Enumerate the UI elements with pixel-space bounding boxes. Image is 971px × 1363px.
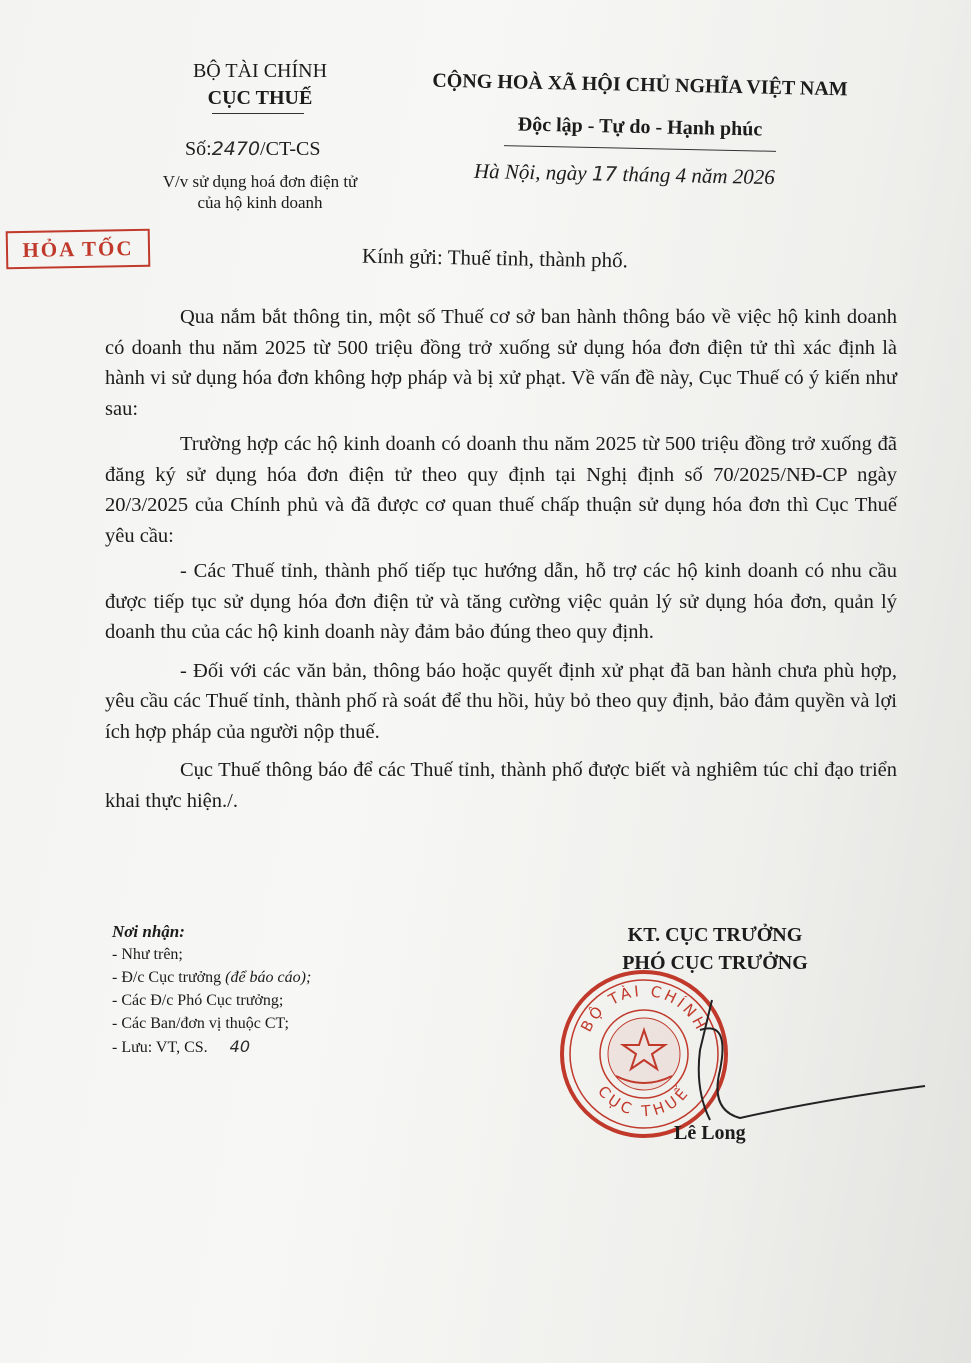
recipient-item: - Các Ban/đơn vị thuộc CT; — [112, 1015, 289, 1032]
recipient-item-label: - Lưu: VT, CS. — [112, 1039, 208, 1056]
subject-line-1: V/v sử dụng hoá đơn điện tử — [162, 172, 358, 191]
date-suffix: tháng 4 năm 2026 — [622, 161, 776, 190]
date-prefix: Hà Nội, ngày — [473, 158, 587, 186]
issue-date — [474, 159, 775, 190]
number-handwritten: 2470 — [211, 138, 261, 160]
header-right-rule — [504, 145, 776, 152]
ministry-name: BỘ TÀI CHÍNH — [192, 60, 328, 82]
recipient-line: Kính gửi: Thuế tỉnh, thành phố. — [361, 243, 629, 273]
recipient-item-label: - Đ/c Cục trưởng — [112, 969, 222, 986]
signature-title-1: KT. CỤC TRƯỞNG — [627, 924, 803, 946]
paragraph-5: Cục Thuế thông báo để các Thuế tỉnh, thành phố được biết và nghiêm túc chỉ đạo triển khai thực hiện./. — [105, 759, 897, 812]
handwritten-count: 40 — [229, 1037, 250, 1056]
seal-top-text: BỘ TÀI CHÍNH — [577, 981, 711, 1035]
recipients-list — [112, 920, 311, 1059]
paragraph-1: Qua nắm bắt thông tin, một số Thuế cơ sở ban hành thông báo về việc hộ kinh doanh có doanh thu năm 2025 từ 500 triệu đồng trở xuống sử dụng hóa đơn điện tử thì xác định là hành vi sử dụng hóa đơn không hợp pháp và bị xử phạt. Về vấn đề này, Cục Thuế có ý kiến như sau: — [105, 306, 897, 420]
signature-title-2: PHÓ CỤC TRƯỞNG — [622, 952, 808, 974]
urgent-stamp: HỎA TỐC — [6, 229, 151, 270]
seal-bottom-text: CỤC THUẾ — [594, 1082, 694, 1121]
number-suffix: /CT-CS — [260, 138, 321, 160]
recipient-item — [112, 1035, 311, 1059]
document-number — [185, 138, 320, 161]
paragraph-4: - Đối với các văn bản, thông báo hoặc quyết định xử phạt đã ban hành chưa phù hợp, yêu cầu các Thuế tỉnh, thành phố rà soát để thu hồi, hủy bỏ theo quy định, bảo đảm quyền và lợi ích hợp pháp của người nộp thuế. — [105, 659, 897, 743]
national-motto: Độc lập - Tự do - Hạnh phúc — [517, 113, 763, 141]
paragraph-3: - Các Thuế tỉnh, thành phố tiếp tục hướng dẫn, hỗ trợ các hộ kinh doanh có nhu cầu được tiếp tục sử dụng hóa đơn điện tử và tăng cường việc quản lý sử dụng hóa đơn, quản lý doanh thu của các hộ kinh doanh này đảm bảo đúng theo quy định. — [105, 560, 897, 643]
paragraph-2: Trường hợp các hộ kinh doanh có doanh thu năm 2025 từ 500 triệu đồng trở xuống đã đăng ký sử dụng hóa đơn điện tử theo quy định tại Nghị định số 70/2025/NĐ-CP ngày 20/3/2025 của Chính phủ và đã được cơ quan thuế chấp thuận sử dụng hóa đơn thì Cục Thuế yêu cầu: — [105, 433, 897, 547]
department-name: CỤC THUẾ — [207, 87, 313, 109]
recipient-item: - Như trên; — [112, 946, 183, 963]
header-left-rule — [212, 113, 304, 114]
recipients-title: Nơi nhận: — [112, 922, 185, 941]
recipient-item — [112, 966, 311, 989]
recipient-item-note: (để báo cáo); — [225, 969, 312, 986]
handwritten-signature — [640, 990, 940, 1130]
recipient-item: - Các Đ/c Phó Cục trưởng; — [112, 992, 284, 1009]
number-prefix: Số: — [185, 138, 212, 160]
signer-name: Lê Long — [674, 1122, 746, 1144]
subject-line-2: của hộ kinh doanh — [197, 193, 323, 212]
date-day: 17 — [591, 161, 618, 186]
nation-title: CỘNG HOÀ XÃ HỘI CHỦ NGHĨA VIỆT NAM — [432, 69, 848, 101]
body-text — [105, 302, 897, 816]
